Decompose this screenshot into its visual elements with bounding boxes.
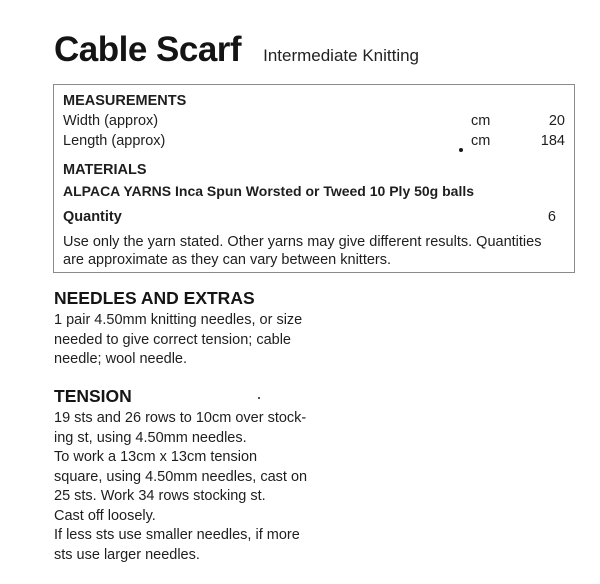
tension-body	[54, 409, 307, 565]
stray-dot	[459, 148, 463, 152]
yarn-note	[63, 233, 568, 269]
tension-section	[54, 386, 307, 565]
needles-line: 1 pair 4.50mm knitting needles, or size	[54, 312, 303, 328]
length-value: 184	[540, 133, 565, 149]
yarn-note-line: are approximate as they can vary between knitters.	[63, 252, 392, 268]
needles-section	[54, 288, 302, 370]
tension-line: sts use larger needles.	[54, 546, 200, 563]
width-value: 20	[548, 113, 565, 129]
tension-line: Cast off loosely.	[54, 507, 156, 524]
tension-line: 25 sts. Work 34 rows stocking st.	[54, 488, 266, 504]
measurements-materials-box	[53, 84, 575, 273]
tension-line: ing st, using 4.50mm needles.	[54, 429, 247, 446]
tension-line: square, using 4.50mm needles, cast on	[54, 468, 308, 485]
yarn-description: ALPACA YARNS Inca Spun Worsted or Tweed 10 Ply 50g balls	[63, 183, 475, 199]
materials-heading: MATERIALS	[63, 162, 147, 178]
quantity-label: Quantity	[63, 209, 122, 225]
needles-heading: NEEDLES AND EXTRAS	[54, 288, 255, 308]
needles-line: needle; wool needle.	[54, 351, 188, 367]
needles-body	[54, 311, 302, 370]
pattern-subtitle: Intermediate Knitting	[263, 46, 420, 65]
width-unit: cm	[471, 113, 491, 129]
tension-line: 19 sts and 26 rows to 10cm over stock-	[54, 410, 307, 426]
yarn-note-line: Use only the yarn stated. Other yarns may give different results. Quantities	[63, 234, 542, 250]
needles-line: needed to give correct tension; cable	[54, 331, 291, 348]
tension-line: To work a 13cm x 13cm tension	[54, 449, 258, 465]
quantity-value: 6	[547, 209, 556, 225]
pattern-header	[54, 30, 419, 70]
tension-line: If less sts use smaller needles, if more	[54, 527, 300, 543]
measurements-heading: MEASUREMENTS	[63, 93, 187, 109]
width-label: Width (approx)	[63, 113, 159, 129]
pattern-title: Cable Scarf	[54, 30, 242, 69]
length-label: Length (approx)	[63, 133, 166, 149]
length-unit: cm	[471, 133, 491, 149]
tension-heading: TENSION	[54, 386, 132, 406]
